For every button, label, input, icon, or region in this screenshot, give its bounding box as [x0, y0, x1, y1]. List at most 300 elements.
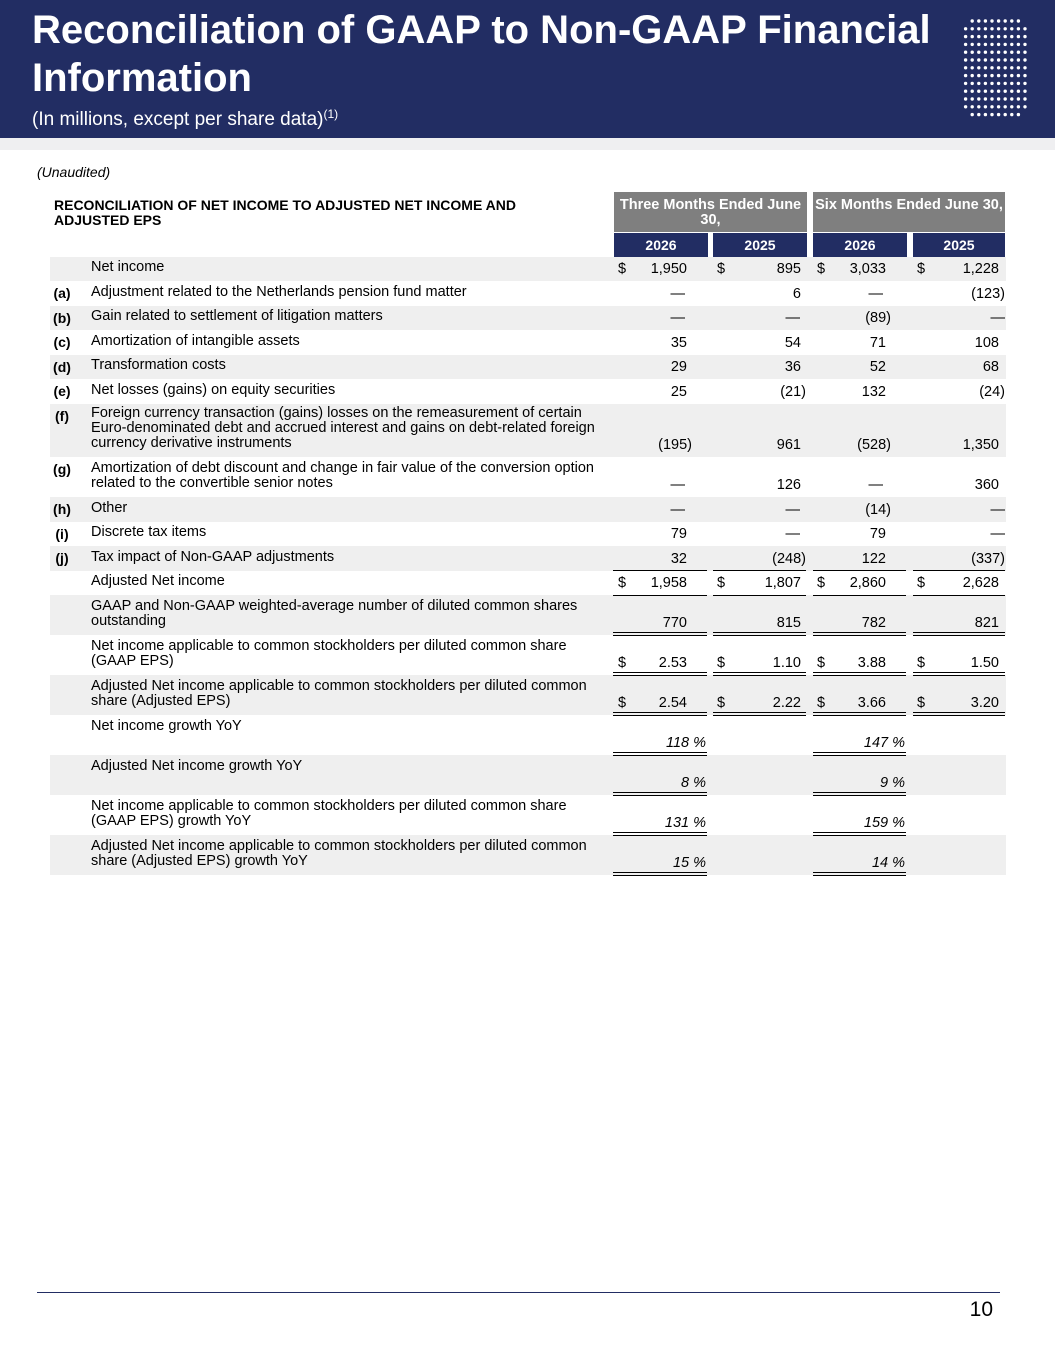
cell-value: —: [990, 502, 1005, 518]
dot-grid-decoration: [955, 17, 1031, 117]
cell-value: 6: [792, 286, 801, 302]
dot: [1023, 74, 1026, 77]
dot: [1017, 74, 1020, 77]
dollar-sign: $: [917, 695, 926, 711]
unaudited-note: (Unaudited): [37, 164, 111, 180]
cell-value: —: [785, 502, 800, 518]
dollar-sign: $: [817, 655, 826, 671]
cell-value: 1,950: [650, 261, 687, 277]
row-note-ref: (c): [53, 334, 71, 350]
dot: [990, 97, 993, 100]
row-note-ref: (g): [53, 461, 71, 477]
cell-value: (123): [971, 286, 1005, 302]
double-underline: [813, 752, 906, 756]
dot: [997, 58, 1000, 61]
cell-value: 71: [869, 335, 886, 351]
cell-value: 122: [861, 551, 886, 567]
row-label: Adjusted Net income: [91, 573, 225, 589]
row-note-ref: (f): [55, 408, 69, 424]
row-note-ref: (i): [55, 526, 69, 542]
table-row: [50, 379, 1006, 404]
table-row: [50, 795, 1006, 835]
dot: [1004, 43, 1007, 46]
cell-value: 131 %: [664, 815, 706, 831]
double-underline: [813, 832, 906, 836]
dollar-sign: $: [717, 261, 726, 277]
dollar-sign: $: [817, 695, 826, 711]
table-row: [50, 675, 1006, 715]
single-underline: [813, 595, 906, 596]
cell-value: 961: [776, 437, 801, 453]
cell-value: 1,958: [650, 575, 687, 591]
dot: [1010, 58, 1013, 61]
double-underline: [713, 672, 806, 676]
dot: [984, 74, 987, 77]
column-group-three-months: Three Months Ended June 30,: [614, 192, 807, 232]
row-label: Other: [91, 500, 128, 516]
double-underline: [813, 712, 906, 716]
double-underline: [613, 832, 707, 836]
column-year: 2025: [913, 233, 1005, 257]
cell-value: 3.88: [857, 655, 886, 671]
dot: [1017, 27, 1020, 30]
dot: [984, 58, 987, 61]
cell-value: 895: [776, 261, 801, 277]
double-underline: [913, 672, 1005, 676]
dot: [1010, 113, 1013, 116]
double-underline: [613, 872, 707, 876]
header-divider-strip: [0, 138, 1055, 150]
double-underline: [913, 712, 1005, 716]
page-title: Reconciliation of GAAP to Non-GAAP Financial Information: [32, 8, 931, 100]
dot: [1004, 35, 1007, 38]
dot: [984, 105, 987, 108]
dot: [1010, 90, 1013, 93]
dot: [971, 66, 974, 69]
cell-value: (337): [971, 551, 1005, 567]
table-row: [50, 330, 1006, 355]
dot: [977, 90, 980, 93]
dot: [1017, 113, 1020, 116]
dot: [964, 66, 967, 69]
dot: [990, 35, 993, 38]
cell-value: 2.54: [658, 695, 687, 711]
row-note-ref: (h): [53, 501, 71, 517]
subtitle-text: (In millions, except per share data): [32, 109, 324, 130]
dot: [977, 82, 980, 85]
row-label: Adjusted Net income applicable to common stockholders per diluted common share (Adjusted EPS) growth YoY: [91, 838, 587, 869]
dot: [1023, 66, 1026, 69]
dot: [971, 82, 974, 85]
dot: [1004, 82, 1007, 85]
double-underline: [713, 632, 806, 636]
dot: [971, 27, 974, 30]
table-row: [50, 257, 1006, 281]
dot: [1004, 27, 1007, 30]
cell-value: 35: [670, 335, 687, 351]
dollar-sign: $: [618, 695, 627, 711]
table-row: [50, 457, 1006, 497]
double-underline: [813, 872, 906, 876]
double-underline: [813, 632, 906, 636]
cell-value: (24): [979, 384, 1005, 400]
dot: [997, 27, 1000, 30]
cell-value: 3,033: [849, 261, 886, 277]
dollar-sign: $: [817, 261, 826, 277]
cell-value: —: [990, 310, 1005, 326]
cell-value: 3.66: [857, 695, 886, 711]
cell-value: —: [670, 310, 685, 326]
dot: [997, 105, 1000, 108]
dot: [1017, 51, 1020, 54]
table-row: [50, 355, 1006, 379]
table-row: [50, 306, 1006, 330]
dot: [1004, 66, 1007, 69]
dot: [1004, 113, 1007, 116]
dot: [1023, 82, 1026, 85]
cell-value: 132: [861, 384, 886, 400]
row-label: Discrete tax items: [91, 524, 207, 540]
dot: [990, 90, 993, 93]
dot: [1004, 58, 1007, 61]
cell-value: 2,860: [849, 575, 886, 591]
dot: [977, 66, 980, 69]
cell-value: —: [785, 310, 800, 326]
table-title: RECONCILIATION OF NET INCOME TO ADJUSTED NET INCOME AND ADJUSTED EPS: [54, 197, 517, 228]
dot: [1023, 51, 1026, 54]
dot: [971, 19, 974, 22]
dot: [1010, 66, 1013, 69]
dollar-sign: $: [917, 261, 926, 277]
double-underline: [713, 712, 806, 716]
row-note-ref: (b): [53, 310, 71, 326]
dot: [1017, 19, 1020, 22]
cell-value: 360: [974, 477, 999, 493]
dot: [1010, 19, 1013, 22]
dot: [1004, 90, 1007, 93]
dot: [1023, 58, 1026, 61]
dot: [964, 97, 967, 100]
cell-value: 821: [974, 615, 999, 631]
cell-value: —: [990, 526, 1005, 542]
dot: [1004, 51, 1007, 54]
single-underline: [813, 570, 906, 571]
table-row: [50, 404, 1006, 457]
dot: [977, 35, 980, 38]
dollar-sign: $: [817, 575, 826, 591]
cell-value: (21): [780, 384, 806, 400]
dot: [1010, 105, 1013, 108]
cell-value: 1.10: [772, 655, 801, 671]
dot: [971, 113, 974, 116]
cell-value: 2.53: [658, 655, 687, 671]
dot: [1010, 51, 1013, 54]
dot: [971, 51, 974, 54]
dot: [984, 90, 987, 93]
column-year: 2026: [614, 233, 708, 257]
dot: [1010, 35, 1013, 38]
dollar-sign: $: [917, 575, 926, 591]
dot: [984, 43, 987, 46]
dot: [1017, 82, 1020, 85]
dot: [997, 66, 1000, 69]
row-label: Net income: [91, 259, 165, 275]
dot: [977, 58, 980, 61]
double-underline: [613, 632, 707, 636]
row-note-ref: (j): [55, 550, 69, 566]
page-number: 10: [969, 1298, 993, 1321]
cell-value: (195): [658, 437, 692, 453]
dot: [971, 105, 974, 108]
dot: [984, 82, 987, 85]
dot: [971, 35, 974, 38]
row-label: Tax impact of Non-GAAP adjustments: [91, 549, 335, 565]
dot: [1017, 66, 1020, 69]
row-label: Amortization of intangible assets: [91, 333, 300, 349]
dot: [1017, 58, 1020, 61]
row-label: Adjusted Net income applicable to common stockholders per diluted common share (Adjusted EPS): [91, 678, 587, 709]
cell-value: 9 %: [880, 775, 905, 791]
dot: [1010, 27, 1013, 30]
dot: [971, 90, 974, 93]
cell-value: (89): [865, 310, 891, 326]
dot: [1010, 43, 1013, 46]
dot: [990, 27, 993, 30]
dot: [977, 74, 980, 77]
dot: [1023, 43, 1026, 46]
dot: [964, 90, 967, 93]
dot: [1023, 27, 1026, 30]
table-row: [50, 595, 1006, 635]
cell-value: 1,228: [962, 261, 999, 277]
row-label: Foreign currency transaction (gains) losses on the remeasurement of certain Euro-denominated debt and accrued interest and gains on debt-related foreign currency derivative instruments: [91, 405, 595, 451]
dot: [971, 43, 974, 46]
dot: [1004, 19, 1007, 22]
double-underline: [813, 672, 906, 676]
dot: [977, 19, 980, 22]
single-underline: [913, 570, 1005, 571]
header-banner: [0, 0, 1055, 138]
dot: [997, 35, 1000, 38]
dot: [1004, 74, 1007, 77]
cell-value: 108: [974, 335, 999, 351]
cell-value: 79: [670, 526, 687, 542]
row-label: Gain related to settlement of litigation matters: [91, 308, 383, 324]
table-row: [50, 835, 1006, 875]
cell-value: (248): [772, 551, 806, 567]
table-row: [50, 715, 1006, 755]
dot: [990, 19, 993, 22]
cell-value: 782: [861, 615, 886, 631]
dot: [1017, 35, 1020, 38]
dot: [964, 74, 967, 77]
dot: [990, 43, 993, 46]
dollar-sign: $: [618, 655, 627, 671]
row-label: Net income applicable to common stockholders per diluted common share (GAAP EPS) growth YoY: [91, 798, 567, 829]
double-underline: [813, 792, 906, 796]
double-underline: [913, 632, 1005, 636]
cell-value: (528): [857, 437, 891, 453]
dot: [1023, 97, 1026, 100]
dot: [990, 82, 993, 85]
dot: [977, 51, 980, 54]
dot: [964, 82, 967, 85]
page-subtitle: [32, 108, 338, 132]
table-row: [50, 546, 1006, 571]
dot: [990, 74, 993, 77]
row-label: Net losses (gains) on equity securities: [91, 382, 336, 398]
dollar-sign: $: [717, 575, 726, 591]
row-label: Net income applicable to common stockholders per diluted common share (GAAP EPS): [91, 638, 567, 669]
cell-value: 25: [670, 384, 687, 400]
dot: [1023, 35, 1026, 38]
column-group-six-months: Six Months Ended June 30,: [813, 192, 1005, 232]
dot: [997, 74, 1000, 77]
single-underline: [613, 570, 707, 571]
dot: [997, 113, 1000, 116]
dollar-sign: $: [618, 575, 627, 591]
row-label: Adjustment related to the Netherlands pension fund matter: [91, 284, 467, 300]
table-row: [50, 755, 1006, 795]
dot: [964, 35, 967, 38]
dot: [997, 43, 1000, 46]
dot: [971, 58, 974, 61]
dot: [984, 35, 987, 38]
cell-value: 118 %: [665, 735, 706, 751]
double-underline: [613, 752, 707, 756]
dot: [977, 97, 980, 100]
cell-value: 36: [784, 359, 801, 375]
cell-value: 29: [670, 359, 687, 375]
dot: [990, 66, 993, 69]
cell-value: —: [670, 286, 685, 302]
cell-value: (14): [865, 502, 891, 518]
cell-value: 1,350: [962, 437, 999, 453]
cell-value: 52: [869, 359, 886, 375]
dot: [997, 51, 1000, 54]
cell-value: 815: [776, 615, 801, 631]
double-underline: [613, 792, 707, 796]
cell-value: —: [670, 502, 685, 518]
table-row: [50, 571, 1006, 595]
dot: [997, 82, 1000, 85]
cell-value: 2.22: [772, 695, 801, 711]
cell-value: 8 %: [681, 775, 706, 791]
dot: [984, 19, 987, 22]
row-label: Net income growth YoY: [91, 718, 242, 734]
cell-value: —: [785, 526, 800, 542]
table-row: [50, 497, 1006, 522]
cell-value: —: [670, 477, 685, 493]
dot: [984, 97, 987, 100]
dot: [1010, 82, 1013, 85]
row-note-ref: (a): [53, 285, 71, 301]
dot: [964, 105, 967, 108]
cell-value: 1.50: [970, 655, 999, 671]
cell-value: 32: [670, 551, 687, 567]
row-note-ref: (d): [53, 359, 71, 375]
dot: [984, 66, 987, 69]
footer-divider: [37, 1292, 1000, 1293]
row-label: Adjusted Net income growth YoY: [91, 758, 303, 774]
cell-value: 1,807: [764, 575, 801, 591]
cell-value: 14 %: [871, 855, 905, 871]
dot: [990, 113, 993, 116]
single-underline: [913, 595, 1005, 596]
dollar-sign: $: [917, 655, 926, 671]
dot: [1010, 97, 1013, 100]
dot: [997, 90, 1000, 93]
row-label: Amortization of debt discount and change in fair value of the conversion option related to the convertible senior notes: [91, 460, 594, 491]
double-underline: [613, 672, 707, 676]
cell-value: 54: [784, 335, 801, 351]
dot: [1023, 90, 1026, 93]
dot: [977, 27, 980, 30]
dot: [971, 97, 974, 100]
dot: [977, 43, 980, 46]
dot: [1004, 97, 1007, 100]
dot: [1023, 105, 1026, 108]
cell-value: 770: [662, 615, 687, 631]
cell-value: 3.20: [970, 695, 999, 711]
dot: [1010, 74, 1013, 77]
column-year: 2025: [713, 233, 807, 257]
cell-value: 2,628: [962, 575, 999, 591]
cell-value: —: [868, 477, 883, 493]
dot: [977, 113, 980, 116]
dot: [984, 27, 987, 30]
dot: [977, 105, 980, 108]
cell-value: 147 %: [863, 735, 905, 751]
dot: [1017, 90, 1020, 93]
row-label: Transformation costs: [91, 357, 226, 373]
dot: [964, 43, 967, 46]
dollar-sign: $: [717, 695, 726, 711]
cell-value: 159 %: [863, 815, 905, 831]
dot: [984, 113, 987, 116]
cell-value: —: [868, 286, 883, 302]
dot: [964, 27, 967, 30]
dot: [997, 19, 1000, 22]
cell-value: 15 %: [672, 855, 706, 871]
dollar-sign: $: [717, 655, 726, 671]
dot: [984, 51, 987, 54]
dot: [964, 51, 967, 54]
dollar-sign: $: [618, 261, 627, 277]
dot: [964, 58, 967, 61]
single-underline: [713, 595, 806, 596]
dot: [990, 105, 993, 108]
table-row: [50, 635, 1006, 675]
dot: [971, 74, 974, 77]
dot: [997, 97, 1000, 100]
cell-value: 79: [869, 526, 886, 542]
subtitle-footnote: (1): [323, 107, 339, 121]
dot: [1017, 105, 1020, 108]
row-label: GAAP and Non-GAAP weighted-average number of diluted common shares outstanding: [91, 598, 578, 629]
cell-value: 68: [982, 359, 999, 375]
dot: [990, 51, 993, 54]
cell-value: 126: [776, 477, 801, 493]
single-underline: [613, 595, 707, 596]
table-row: [50, 522, 1006, 546]
double-underline: [613, 712, 707, 716]
dot: [1017, 43, 1020, 46]
row-note-ref: (e): [53, 383, 71, 399]
dot: [1017, 97, 1020, 100]
dot: [990, 58, 993, 61]
column-year: 2026: [813, 233, 907, 257]
